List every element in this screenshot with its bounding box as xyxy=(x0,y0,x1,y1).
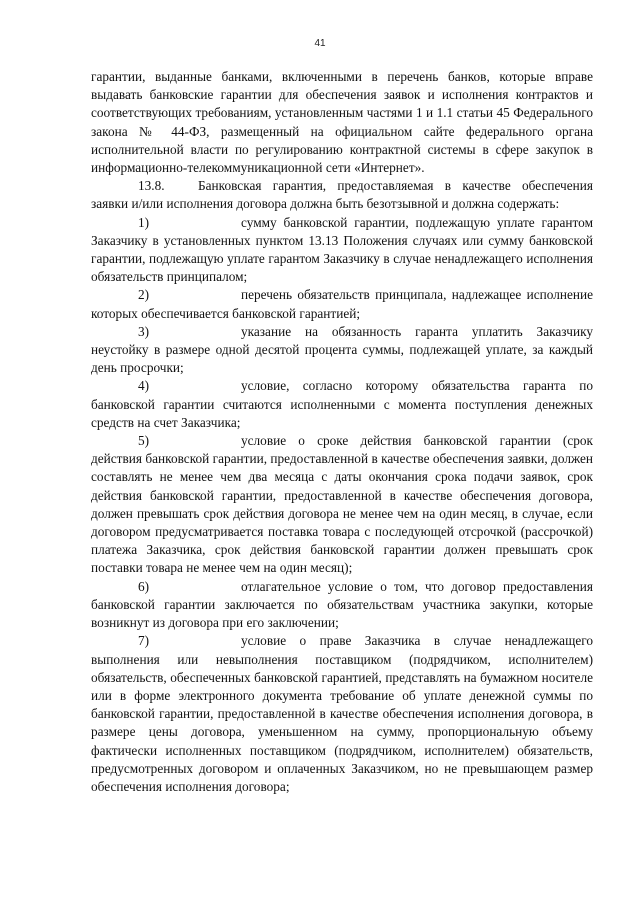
list-item-text: условие о праве Заказчика в случае ненадлежащего выполнения или невыполнения поставщиком (подрядчиком, исполнителем) обязательств, обеспеченных банковской гарантией, представлять на бумажном носителе или в форме электронного документа требование об уплате денежной суммы по банковской гарантии, предоставленной в качестве обеспечения исполнения договора, в размере цены договора, уменьшенном на сумму, пропорциональную объему фактически исполненных поставщиком (подрядчиком, исполнителем) обязательств, предусмотренных договором и оплаченных Заказчиком, но не превышающем размер обеспечения исполнения договора; xyxy=(91,633,593,794)
clause-13-8 xyxy=(91,177,593,213)
list-item-6 xyxy=(91,578,593,633)
list-item-text: отлагательное условие о том, что договор предоставления банковской гарантии заключается по обязательствам участника закупки, которые возникнут из договора при его заключении; xyxy=(91,578,593,631)
list-item-number: 7) xyxy=(138,633,150,649)
clause-text: Банковская гарантия, предоставляемая в качестве обеспечения заявки и/или исполнения договора должна быть безотзывной и должна содержать: xyxy=(91,178,593,212)
list-item-1 xyxy=(91,214,593,287)
list-item-number: 2) xyxy=(138,287,150,303)
paragraph-text: гарантии, выданные банками, включенными в перечень банков, которые вправе выдавать банковские гарантии для обеспечения заявок и исполнения контрактов и соответствующих требованиям, установленным частями 1 и 1.1 статьи 45 Федерального закона № 44-ФЗ, размещенный на официальном сайте федерального органа исполнительной власти по регулированию контрактной системы в сфере закупок в информационно-телекоммуникационной сети «Интернет». xyxy=(91,69,593,176)
list-item-text: сумму банковской гарантии, подлежащую уплате гарантом Заказчику в установленных пунктом 13.13 Положения случаях или сумму банковской гарантии, подлежащую уплате гарантом Заказчику в случае ненадлежащего исполнения обязательств принципалом; xyxy=(91,214,593,285)
list-item-number: 5) xyxy=(138,433,150,449)
list-item-text: указание на обязанность гаранта уплатить Заказчику неустойку в размере одной десятой процента суммы, подлежащей уплате, за каждый день просрочки; xyxy=(91,323,593,376)
list-item-text: условие, согласно которому обязательства гаранта по банковской гарантии считаются исполненными с момента поступления денежных средств на счет Заказчика; xyxy=(91,378,593,430)
clause-number: 13.8. xyxy=(138,178,165,194)
list-item-number: 4) xyxy=(138,378,150,394)
list-item-text: условие о сроке действия банковской гарантии (срок действия банковской гарантии, предоставленной в качестве обеспечения заявки, должен составлять не менее чем два месяца с даты окончания срока подачи заявок, срок действия банковской гарантии, предоставленной в качестве обеспечения договора, должен превышать срок действия договора не менее чем на один месяц, в случае, если договором предусматривается поставка товара с последующей отсрочкой (рассрочкой) платежа Заказчика, срок действия банковской гарантии должен превышать срок поставки товара не менее чем на один месяц); xyxy=(91,433,593,576)
list-item-number: 1) xyxy=(138,214,150,230)
page-number: 41 xyxy=(314,38,326,49)
list-item-3 xyxy=(91,323,593,378)
document-body xyxy=(91,68,593,796)
list-item-number: 6) xyxy=(138,578,150,594)
list-item-2 xyxy=(91,286,593,322)
list-item-number: 3) xyxy=(138,323,150,339)
list-item-text: перечень обязательств принципала, надлежащее исполнение которых обеспечивается банковской гарантией; xyxy=(91,287,593,321)
list-item-7 xyxy=(91,632,593,796)
list-item-4 xyxy=(91,377,593,432)
paragraph-continuation xyxy=(91,68,593,177)
list-item-5 xyxy=(91,432,593,578)
